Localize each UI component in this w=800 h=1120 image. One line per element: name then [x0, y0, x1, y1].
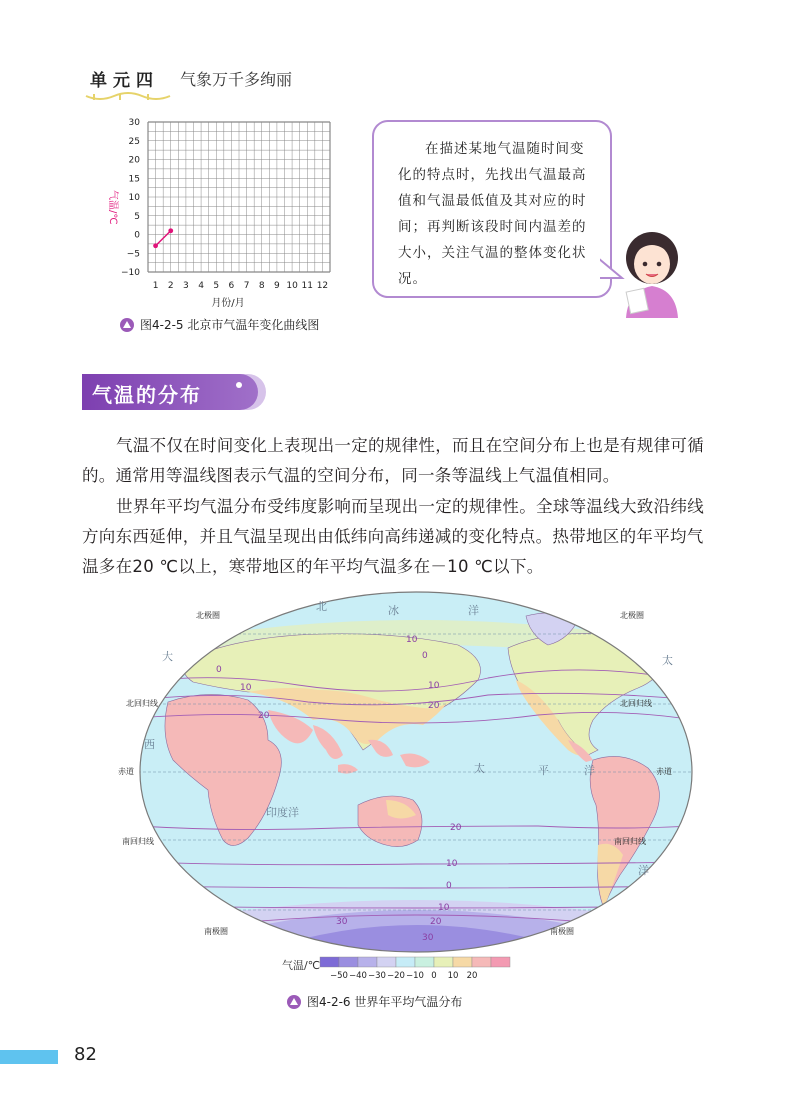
- legend-ticks: [330, 971, 477, 981]
- isotherm-label: 10: [428, 681, 440, 691]
- y-tick-label: −5: [126, 249, 140, 260]
- isotherm-label: 0: [216, 665, 222, 675]
- legend-tick-label: 20: [466, 971, 478, 981]
- isotherm-label: 20: [430, 917, 442, 927]
- isotherm-label: 10: [406, 635, 418, 645]
- tip-note: 在描述某地气温随时间变化的特点时，先找出气温最高值和气温最低值及其对应的时间；再判断该段时间内温差的大小，关注气温的整体变化状况。: [372, 120, 612, 298]
- isotherm-label: 10: [446, 859, 458, 869]
- paragraph-1: [82, 431, 712, 491]
- y-tick-label: 30: [128, 118, 140, 128]
- legend-swatch: [434, 957, 453, 967]
- unit-title: 气象万千多绚丽: [180, 70, 293, 89]
- legend-swatch: [377, 957, 396, 967]
- caption-triangle-icon: [120, 318, 134, 332]
- isotherm-label: 20: [258, 711, 270, 721]
- y-tick-label: 25: [128, 136, 140, 147]
- unit-label: 单元四: [90, 71, 159, 91]
- map-ocean-pacific-3: 洋: [584, 764, 595, 777]
- map-ocean-arctic-2: 冰: [388, 604, 399, 617]
- teacher-illustration: [612, 228, 692, 318]
- map-ocean-pacific-right-2: 洋: [638, 864, 649, 877]
- isotherm-label: 0: [446, 881, 452, 891]
- chart-x-label: 月份/月: [211, 298, 245, 309]
- legend-swatches: [320, 957, 510, 967]
- map-caption-text: 图4-2-6 世界年平均气温分布: [307, 995, 463, 1009]
- x-tick-label: 11: [301, 281, 313, 291]
- isotherm-label: 20: [450, 823, 462, 833]
- legend-swatch: [320, 957, 339, 967]
- legend-swatch: [339, 957, 358, 967]
- map-label-tropic-capricorn-right: 南回归线: [614, 837, 646, 846]
- map-label-south-polar-right: 南极圈: [550, 927, 574, 936]
- map-label-north-polar-right: 北极圈: [620, 611, 644, 620]
- x-tick-label: 8: [258, 281, 265, 291]
- isotherm-label: 30: [336, 917, 348, 927]
- x-tick-label: 9: [274, 281, 280, 291]
- map-label-equator-left: 赤道: [118, 767, 134, 776]
- isotherm-label: 20: [428, 701, 440, 711]
- data-point: [168, 228, 173, 233]
- temperature-line-chart: [96, 112, 346, 312]
- x-tick-label: 4: [198, 281, 204, 291]
- x-tick-label: 7: [243, 281, 250, 291]
- y-tick-label: 0: [134, 230, 140, 241]
- map-label-north-polar-left: 北极圈: [196, 611, 220, 620]
- section-title: 气温的分布: [92, 383, 202, 407]
- map-label-equator-right: 赤道: [656, 767, 672, 776]
- footer-bar: [0, 1050, 58, 1064]
- y-tick-label: 5: [134, 211, 140, 222]
- chart-y-ticks: [121, 118, 140, 278]
- y-tick-label: 20: [128, 155, 140, 166]
- map-caption: [287, 993, 462, 1010]
- map-label-tropic-cancer-right: 北回归线: [620, 699, 652, 708]
- chart-x-ticks: [153, 281, 328, 291]
- map-ocean-pacific-right-1: 太: [662, 654, 673, 667]
- legend-swatch: [453, 957, 472, 967]
- map-ocean-arctic-1: 北: [316, 600, 327, 613]
- map-ocean-indian: 印度洋: [266, 806, 299, 819]
- y-tick-label: 10: [128, 193, 140, 203]
- isotherm-label: 10: [438, 903, 450, 913]
- map-label-south-polar-left: 南极圈: [204, 927, 228, 936]
- x-tick-label: 12: [316, 281, 329, 291]
- legend-tick-label: 10: [447, 971, 459, 981]
- chart-grid: [148, 122, 330, 272]
- y-tick-label: −10: [121, 268, 140, 278]
- legend-tick-label: −50: [330, 971, 348, 981]
- legend-tick-label: −40: [349, 971, 367, 981]
- legend-tick-label: 0: [431, 971, 437, 981]
- map-label-tropic-cancer-left: 北回归线: [126, 699, 158, 708]
- header-decoration: [80, 90, 190, 104]
- map-ocean-pacific-2: 平: [538, 764, 549, 777]
- legend-title: 气温/℃: [282, 959, 321, 972]
- legend-swatch: [358, 957, 377, 967]
- world-temperature-map: [118, 590, 694, 954]
- page-number: 82: [74, 1044, 97, 1065]
- x-tick-label: 2: [167, 281, 174, 291]
- x-tick-label: 6: [228, 281, 235, 291]
- section-title-dot: [236, 382, 242, 388]
- map-ocean-atlantic-left-2: 西: [144, 738, 155, 751]
- x-tick-label: 5: [213, 281, 220, 291]
- map-label-tropic-capricorn-left: 南回归线: [122, 837, 154, 846]
- x-tick-label: 3: [183, 281, 189, 291]
- legend-swatch: [491, 957, 510, 967]
- x-tick-label: 10: [286, 281, 298, 291]
- chart-caption: [120, 316, 319, 333]
- caption-triangle-icon: [287, 995, 301, 1009]
- data-point: [153, 243, 158, 248]
- chart-caption-text: 图4-2-5 北京市气温年变化曲线图: [140, 318, 320, 332]
- isotherm-label: 10: [240, 683, 252, 693]
- legend-tick-label: −30: [368, 971, 386, 981]
- map-ocean-arctic-3: 洋: [468, 604, 479, 617]
- paragraph-2-text: 世界年平均气温分布受纬度影响而呈现出一定的规律性。全球等温线大致沿纬线方向东西延伸，并且气温呈现出由低纬向高纬递减的变化特点。热带地区的年平均气温多在20 ℃以上，寒带地区的年平均气温多在－10 ℃以下。: [82, 497, 704, 576]
- map-ocean-pacific-1: 太: [474, 762, 485, 775]
- isotherm-label: 0: [422, 651, 428, 661]
- isotherm-label: 30: [422, 933, 434, 943]
- paragraph-2: [82, 492, 712, 582]
- chart-y-label: 气温/℃: [107, 190, 118, 225]
- legend-tick-label: −20: [387, 971, 405, 981]
- map-ocean-atlantic-left-1: 大: [162, 650, 173, 663]
- x-tick-label: 1: [152, 281, 159, 291]
- legend-swatch: [472, 957, 491, 967]
- legend-swatch: [415, 957, 434, 967]
- legend-tick-label: −10: [406, 971, 424, 981]
- paragraph-1-text: 气温不仅在时间变化上表现出一定的规律性，而且在空间分布上也是有规律可循的。通常用等温线图表示气温的空间分布，同一条等温线上气温值相同。: [82, 436, 704, 485]
- y-tick-label: 15: [128, 174, 140, 185]
- temperature-legend: [316, 955, 516, 981]
- legend-swatch: [396, 957, 415, 967]
